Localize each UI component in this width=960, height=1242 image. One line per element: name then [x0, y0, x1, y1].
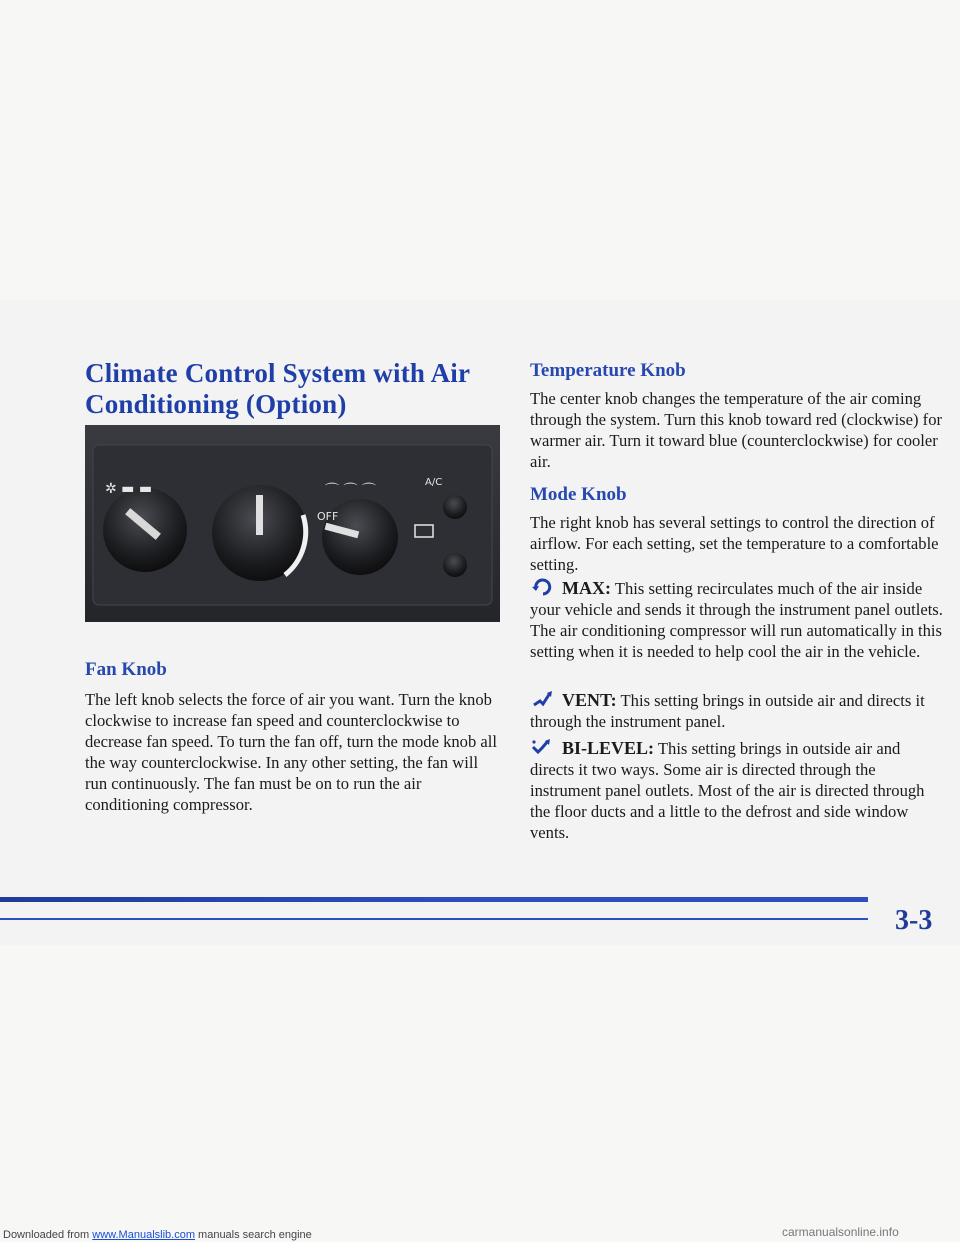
svg-text:⌒ ⌒ ⌒: ⌒ ⌒ ⌒ — [325, 483, 376, 499]
footer-rule-thin — [0, 918, 868, 920]
section-title-line1: Climate Control System with Air — [85, 358, 471, 388]
bilevel-description: This setting brings in outside air and directs it two ways. Some air is directed through the instrument panel outlets. Most of the air is directed through the floor ducts and a little to the defrost and side window vents. — [530, 739, 925, 842]
vent-setting — [530, 689, 948, 732]
download-header-prefix: Downloaded from — [3, 1229, 93, 1241]
manualslib-link[interactable]: www.Manualslib.com — [92, 1229, 195, 1241]
off-label: OFF — [317, 510, 339, 523]
watermark: carmanualsonline.info — [782, 1225, 899, 1239]
recirculate-icon — [530, 577, 556, 597]
mode-knob-heading: Mode Knob — [530, 484, 627, 505]
temperature-knob-description: The center knob changes the temperature of the air coming through the system. Turn this knob toward red (clockwise) for warmer air. Turn it toward blue (counterclockwise) for cooler air. — [530, 389, 943, 471]
download-header-suffix: manuals search engine — [194, 1229, 312, 1241]
max-label: MAX: — [562, 578, 611, 598]
mode-knob-description: The right knob has several settings to control the direction of airflow. For each setting, set the temperature to a comfortable setting. — [530, 513, 939, 574]
vent-icon — [530, 689, 556, 709]
climate-control-panel-photo — [85, 425, 500, 622]
section-heading — [85, 358, 500, 420]
bilevel-icon — [530, 737, 556, 757]
ac-label: A/C — [425, 477, 443, 488]
control-panel-illustration — [85, 425, 500, 622]
section-title — [85, 358, 500, 420]
temperature-knob-heading: Temperature Knob — [530, 360, 686, 381]
bilevel-setting — [530, 737, 948, 843]
max-description: This setting recirculates much of the air inside your vehicle and sends it through the instrument panel outlets. The air conditioning compressor will run automatically in this setting when it is needed to help cool the air in the vehicle. — [530, 579, 943, 661]
download-header — [3, 1229, 312, 1241]
fan-knob-heading: Fan Knob — [85, 659, 167, 680]
footer-rule-thick — [0, 897, 868, 902]
fan-knob-description: The left knob selects the force of air you want. Turn the knob clockwise to increase fan speed and counterclockwise to decrease fan speed. To turn the fan off, turn the mode knob all the way counterclockwise. In any other setting, the fan will run continuously. The fan must be on to run the air conditioning compressor. — [85, 690, 498, 814]
temperature-knob — [212, 485, 308, 581]
bilevel-label: BI-LEVEL: — [562, 738, 655, 758]
svg-text:✲ ▬ ▬: ✲ ▬ ▬ — [105, 481, 153, 497]
max-setting — [530, 577, 948, 662]
section-title-line2: Conditioning (Option) — [85, 389, 347, 419]
vent-description: This setting brings in outside air and directs it through the instrument panel. — [530, 691, 925, 731]
vent-label: VENT: — [562, 690, 617, 710]
page-number: 3-3 — [895, 905, 933, 936]
